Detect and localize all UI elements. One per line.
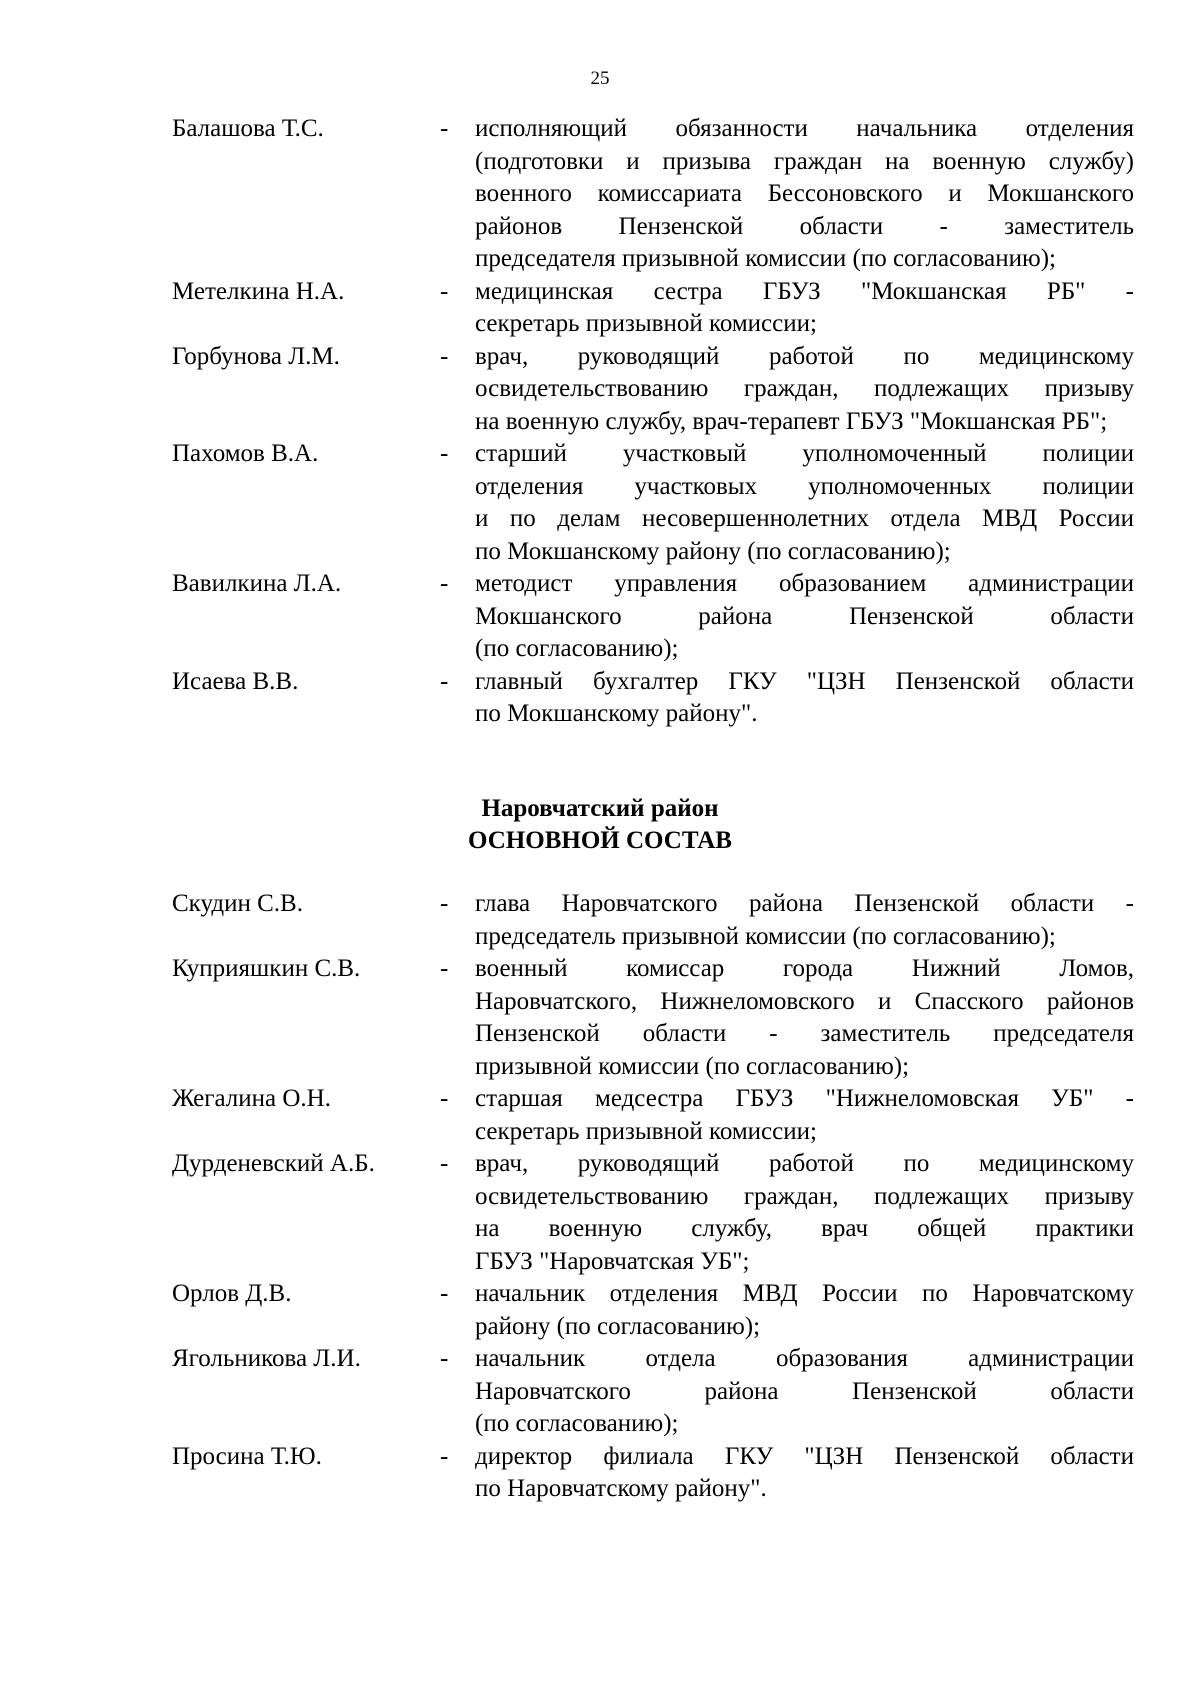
member-position — [475, 1148, 1134, 1278]
position-line: на военную службу, врач-терапевт ГБУЗ "Мокшанская РБ"; — [475, 407, 1108, 435]
position-line: и по делам несовершеннолетних отдела МВД России — [475, 505, 1134, 532]
position-line: по Мокшанскому району (по согласованию); — [475, 537, 951, 565]
separator-dash: - — [440, 440, 449, 467]
separator-dash: - — [440, 1085, 449, 1112]
member-entry — [172, 953, 1134, 1083]
member-position — [475, 1278, 1134, 1343]
position-line: секретарь призывной комиссии; — [475, 1117, 817, 1145]
position-line: методист управления образованием администрации — [475, 570, 1134, 597]
separator-dash: - — [440, 342, 449, 370]
member-name: Просина Т.Ю. — [172, 1442, 322, 1470]
position-line: начальник отделения МВД России по Наровчатскому — [475, 1280, 1134, 1307]
member-position — [475, 1083, 1134, 1148]
member-position — [475, 888, 1134, 953]
position-line: врач, руководящий работой по медицинскому — [475, 342, 1134, 370]
member-name: Скудин С.В. — [172, 890, 303, 917]
position-line: отделения участковых уполномоченных полиции — [475, 472, 1134, 500]
member-name: Метелкина Н.А. — [172, 277, 345, 305]
composition-title: ОСНОВНОЙ СОСТАВ — [468, 827, 732, 854]
position-line: военного комиссариата Бессоновского и Мокшанского — [475, 180, 1134, 207]
position-line: Наровчатского, Нижнеломовского и Спасского районов — [475, 987, 1134, 1015]
position-line: Наровчатского района Пензенской области — [475, 1377, 1134, 1405]
position-line: председатель призывной комиссии (по согласованию); — [475, 922, 1056, 950]
separator-dash: - — [440, 955, 449, 982]
position-line: Мокшанского района Пензенской области — [475, 602, 1134, 630]
section-heading — [0, 793, 1200, 857]
position-line: ГБУЗ "Наровчатская УБ"; — [475, 1247, 750, 1275]
member-name: Исаева В.В. — [172, 667, 299, 695]
position-line: старшая медсестра ГБУЗ "Нижнеломовская УБ" - — [475, 1085, 1134, 1112]
position-line: начальник отдела образования администрации — [475, 1345, 1134, 1372]
separator-dash: - — [440, 1442, 449, 1470]
members-list-narovchatsky — [172, 888, 1134, 1506]
member-position — [475, 1343, 1134, 1441]
member-name: Пахомов В.А. — [172, 440, 319, 467]
position-line: (по согласованию); — [475, 1410, 679, 1437]
member-name: Ягольникова Л.И. — [172, 1345, 361, 1372]
member-position — [475, 113, 1134, 276]
member-position — [475, 1441, 1134, 1506]
separator-dash: - — [440, 1280, 449, 1307]
page-number: 25 — [590, 68, 610, 89]
position-line: военный комиссар города Нижний Ломов, — [475, 955, 1134, 982]
separator-dash: - — [440, 115, 449, 142]
member-entry — [172, 888, 1134, 953]
member-name: Вавилкина Л.А. — [172, 570, 342, 597]
member-position — [475, 666, 1134, 731]
separator-dash: - — [440, 1345, 449, 1372]
member-entry — [172, 568, 1134, 666]
position-line: призывной комиссии (по согласованию); — [475, 1052, 910, 1080]
separator-dash: - — [440, 1150, 449, 1177]
separator-dash: - — [440, 277, 449, 305]
member-name: Горбунова Л.М. — [172, 342, 340, 370]
member-entry — [172, 276, 1134, 341]
position-line: исполняющий обязанности начальника отделения — [475, 115, 1134, 142]
member-position — [475, 276, 1134, 341]
separator-dash: - — [440, 890, 449, 917]
member-name: Орлов Д.В. — [172, 1280, 292, 1307]
position-line: освидетельствованию граждан, подлежащих призыву — [475, 1182, 1134, 1210]
member-entry — [172, 438, 1134, 568]
member-position — [475, 568, 1134, 666]
position-line: районов Пензенской области - заместитель — [475, 212, 1134, 240]
member-entry — [172, 1441, 1134, 1506]
member-entry — [172, 341, 1134, 439]
position-line: (по согласованию); — [475, 635, 679, 662]
separator-dash: - — [440, 667, 449, 695]
member-position — [475, 341, 1134, 439]
member-entry — [172, 1083, 1134, 1148]
members-list-mokshansky — [172, 113, 1134, 731]
separator-dash: - — [440, 570, 449, 597]
member-entry — [172, 1148, 1134, 1278]
member-entry — [172, 1343, 1134, 1441]
district-title: Наровчатский район — [481, 795, 719, 822]
member-position — [475, 953, 1134, 1083]
position-line: освидетельствованию граждан, подлежащих призыву — [475, 375, 1134, 402]
position-line: Пензенской области - заместитель председателя — [475, 1020, 1134, 1047]
position-line: старший участковый уполномоченный полиции — [475, 440, 1134, 467]
member-name: Куприяшкин С.В. — [172, 955, 361, 982]
position-line: врач, руководящий работой по медицинскому — [475, 1150, 1134, 1177]
position-line: главный бухгалтер ГКУ "ЦЗН Пензенской области — [475, 667, 1134, 695]
member-name: Жегалина О.Н. — [172, 1085, 331, 1112]
member-entry — [172, 113, 1134, 276]
position-line: директор филиала ГКУ "ЦЗН Пензенской области — [475, 1442, 1134, 1470]
member-position — [475, 438, 1134, 568]
position-line: глава Наровчатского района Пензенской области - — [475, 890, 1134, 917]
position-line: (подготовки и призыва граждан на военную службу) — [475, 147, 1134, 175]
member-name: Дурденевский А.Б. — [172, 1150, 375, 1177]
position-line: на военную службу, врач общей практики — [475, 1215, 1134, 1242]
member-entry — [172, 666, 1134, 731]
position-line: району (по согласованию); — [475, 1312, 761, 1340]
position-line: по Наровчатскому району". — [475, 1475, 767, 1502]
position-line: председателя призывной комиссии (по согласованию); — [475, 245, 1056, 272]
position-line: медицинская сестра ГБУЗ "Мокшанская РБ" - — [475, 277, 1134, 305]
member-entry — [172, 1278, 1134, 1343]
member-name: Балашова Т.С. — [172, 115, 324, 142]
position-line: по Мокшанскому району". — [475, 700, 758, 727]
position-line: секретарь призывной комиссии; — [475, 310, 817, 337]
